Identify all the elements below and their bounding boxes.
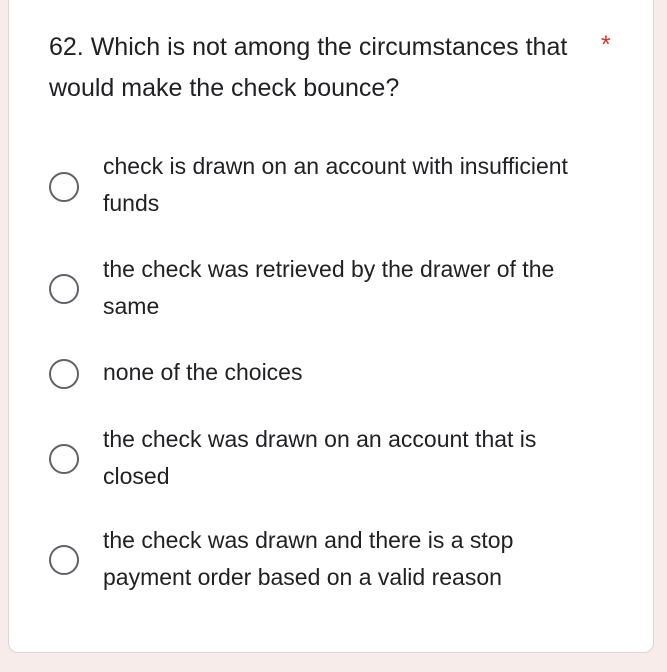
question-title: 62. Which is not among the circumstances that would make the check bounce? <box>49 33 568 102</box>
option-label: the check was drawn on an account that is closed <box>103 426 537 489</box>
option-label: the check was drawn and there is a stop payment order based on a valid reason <box>103 527 514 590</box>
radio-button[interactable] <box>49 359 79 389</box>
radio-button[interactable] <box>49 444 79 474</box>
option-label: the check was retrieved by the drawer of the same <box>103 256 555 319</box>
radio-option-5[interactable] <box>49 522 609 598</box>
radio-option-3[interactable] <box>49 354 609 394</box>
option-label: none of the choices <box>103 359 303 385</box>
radio-option-4[interactable] <box>49 421 609 497</box>
radio-button[interactable] <box>49 274 79 304</box>
radio-option-2[interactable] <box>49 251 609 327</box>
radio-button[interactable] <box>49 172 79 202</box>
required-asterisk: * <box>601 31 611 59</box>
radio-option-1[interactable] <box>49 148 609 224</box>
radio-button[interactable] <box>49 545 79 575</box>
option-label: check is drawn on an account with insufficient funds <box>103 153 568 216</box>
